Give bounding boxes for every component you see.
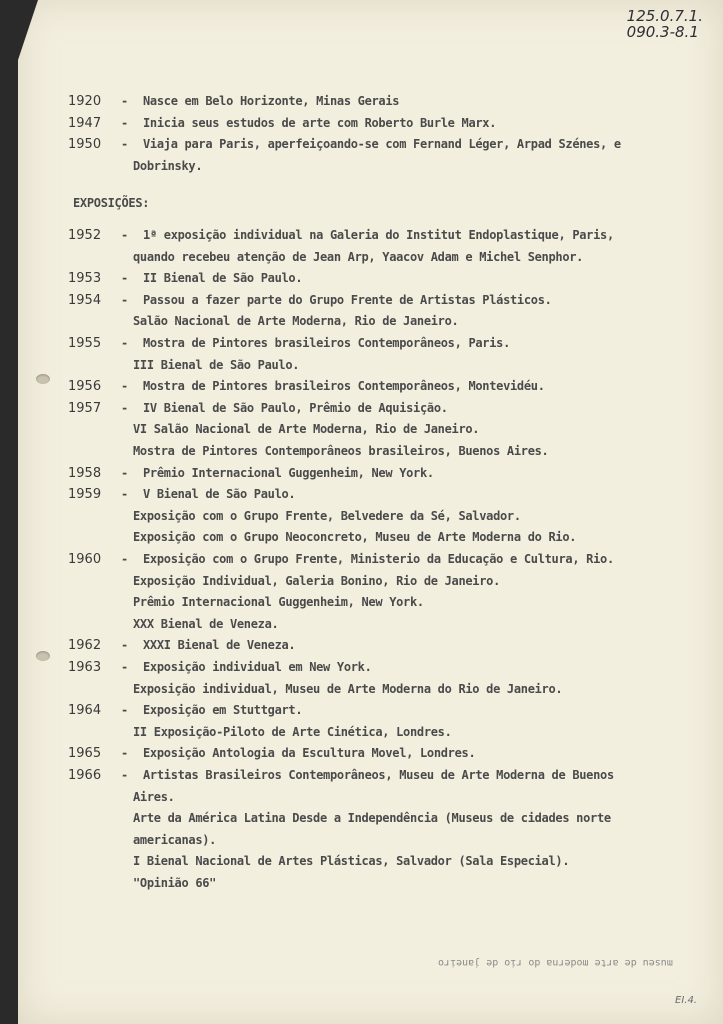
entry-text: XXX Bienal de Veneza.	[133, 616, 279, 631]
year-label: 1950	[68, 137, 102, 153]
dash-separator: -	[121, 660, 129, 674]
year-label: 1963	[68, 660, 102, 675]
year-label: 1920	[68, 94, 102, 109]
archive-code-line2: 090.3-8.1	[626, 23, 699, 41]
chronology-row	[18, 444, 723, 464]
year-label: 1952	[68, 228, 102, 243]
chronology-row	[18, 116, 723, 136]
chronology-row	[18, 790, 723, 810]
entry-text: Aires.	[133, 789, 175, 804]
entry-text: Exposição em Stuttgart.	[143, 703, 303, 718]
entry-text: Prêmio Internacional Guggenheim, New York.	[133, 595, 424, 610]
entry-text: V Bienal de São Paulo.	[143, 487, 296, 502]
archive-code	[627, 8, 703, 40]
chronology-row	[18, 94, 723, 114]
entry-text: Salão Nacional de Arte Moderna, Rio de Janeiro.	[133, 314, 459, 329]
year-label: 1955	[68, 336, 102, 351]
entry-text: Prêmio Internacional Guggenheim, New York.	[143, 465, 434, 480]
year-label: 1954	[68, 292, 102, 308]
entry-text: IV Bienal de São Paulo, Prêmio de Aquisição.	[143, 400, 448, 415]
chronology-row	[18, 271, 723, 291]
chronology-row	[18, 137, 723, 157]
chronology-row	[18, 595, 723, 615]
chronology-row	[18, 660, 723, 680]
entry-text: III Bienal de São Paulo.	[133, 357, 300, 372]
chronology-row	[18, 487, 723, 507]
year-label: 1957	[68, 400, 102, 416]
chronology-row	[18, 617, 723, 637]
chronology-row	[18, 466, 723, 486]
chronology-row	[18, 293, 723, 313]
entry-text: Exposição com o Grupo Neoconcreto, Museu de Arte Moderna do Rio.	[133, 530, 577, 545]
dash-separator: -	[121, 228, 129, 242]
year-label: 1962	[68, 638, 102, 654]
chronology-row	[18, 159, 723, 179]
chronology-row	[18, 401, 723, 421]
chronology-row	[18, 228, 723, 248]
chronology-row	[18, 833, 723, 853]
entry-text: quando recebeu atenção de Jean Arp, Yaacov Adam e Michel Senphor.	[133, 249, 584, 264]
chronology-row	[18, 574, 723, 594]
entry-text: II Exposição-Piloto de Arte Cinética, Londres.	[133, 724, 452, 739]
chronology-row	[18, 358, 723, 378]
entry-text: Viaja para Paris, aperfeiçoando-se com Fernand Léger, Arpad Szénes, e	[143, 137, 621, 152]
year-label: 1947	[68, 115, 102, 131]
dash-separator: -	[121, 271, 129, 286]
chronology-row	[18, 703, 723, 723]
torn-corner	[18, 0, 38, 60]
museum-stamp: museu de arte moderna do rio de janeiro	[438, 957, 673, 968]
year-label: 1958	[68, 465, 102, 481]
entry-text: Exposição com o Grupo Frente, Ministerio da Educação e Cultura, Rio.	[143, 552, 614, 566]
entry-text: XXXI Bienal de Veneza.	[143, 638, 296, 653]
exhibitions-heading: EXPOSIÇÕES:	[73, 196, 150, 210]
year-label: 1956	[68, 379, 102, 395]
entry-text: Exposição Antologia da Escultura Movel, Londres.	[143, 746, 476, 761]
year-label: 1966	[68, 768, 102, 783]
chronology-row	[18, 811, 723, 831]
dash-separator: -	[121, 703, 129, 718]
chronology-row	[18, 854, 723, 874]
dash-separator: -	[121, 137, 129, 152]
dash-separator: -	[121, 292, 129, 307]
entry-text: II Bienal de São Paulo.	[143, 271, 303, 286]
chronology-row	[18, 552, 723, 572]
entry-text: Exposição individual em New York.	[143, 660, 372, 674]
chronology-row	[18, 530, 723, 550]
chronology-row	[18, 250, 723, 270]
chronology-row	[18, 725, 723, 745]
entry-text: I Bienal Nacional de Artes Plásticas, Salvador (Sala Especial).	[133, 854, 570, 869]
dash-separator: -	[121, 115, 129, 130]
entry-text: americanas).	[133, 832, 217, 847]
entry-text: "Opinião 66"	[133, 876, 217, 890]
entry-text: Passou a fazer parte do Grupo Frente de Artistas Plásticos.	[143, 292, 552, 307]
entry-text: Inicia seus estudos de arte com Roberto Burle Marx.	[143, 115, 497, 130]
chronology-row	[18, 379, 723, 399]
dash-separator: -	[121, 379, 129, 394]
handwritten-mark: EI.4.	[675, 995, 697, 1006]
dash-separator: -	[121, 487, 129, 502]
chronology-row	[18, 746, 723, 766]
chronology-row	[18, 336, 723, 356]
entry-text: Mostra de Pintores Contemporâneos brasileiros, Buenos Aires.	[133, 444, 549, 458]
document-page	[18, 0, 723, 1024]
archive-code-line1: 125.0.7.1.	[626, 7, 703, 25]
dash-separator: -	[121, 552, 129, 566]
year-label: 1960	[68, 552, 102, 567]
entry-text: Mostra de Pintores brasileiros Contemporâneos, Montevidéu.	[143, 379, 545, 394]
dash-separator: -	[121, 768, 129, 782]
chronology-row	[18, 682, 723, 702]
chronology-row	[18, 876, 723, 896]
year-label: 1959	[68, 487, 102, 503]
dash-separator: -	[121, 94, 129, 108]
entry-text: Artistas Brasileiros Contemporâneos, Museu de Arte Moderna de Buenos	[143, 768, 614, 782]
entry-text: Mostra de Pintores brasileiros Contemporâneos, Paris.	[143, 336, 511, 350]
chronology-row	[18, 422, 723, 442]
chronology-row	[18, 768, 723, 788]
entry-text: Dobrinsky.	[133, 158, 203, 173]
entry-text: Exposição individual, Museu de Arte Moderna do Rio de Janeiro.	[133, 681, 563, 696]
entry-text: 1ª exposição individual na Galeria do Institut Endoplastique, Paris,	[143, 228, 614, 242]
entry-text: VI Salão Nacional de Arte Moderna, Rio de Janeiro.	[133, 422, 480, 437]
dash-separator: -	[121, 746, 129, 761]
chronology-row	[18, 314, 723, 334]
year-label: 1965	[68, 746, 102, 762]
dash-separator: -	[121, 400, 129, 415]
entry-text: Nasce em Belo Horizonte, Minas Gerais	[143, 94, 400, 108]
year-label: 1953	[68, 271, 102, 287]
dash-separator: -	[121, 465, 129, 480]
entry-text: Arte da América Latina Desde a Independência (Museus de cidades norte	[133, 811, 611, 826]
chronology-row	[18, 509, 723, 529]
year-label: 1964	[68, 703, 102, 719]
dash-separator: -	[121, 638, 129, 653]
dash-separator: -	[121, 336, 129, 350]
entry-text: Exposição Individual, Galeria Bonino, Rio de Janeiro.	[133, 573, 501, 588]
chronology-row	[18, 638, 723, 658]
entry-text: Exposição com o Grupo Frente, Belvedere da Sé, Salvador.	[133, 508, 521, 523]
